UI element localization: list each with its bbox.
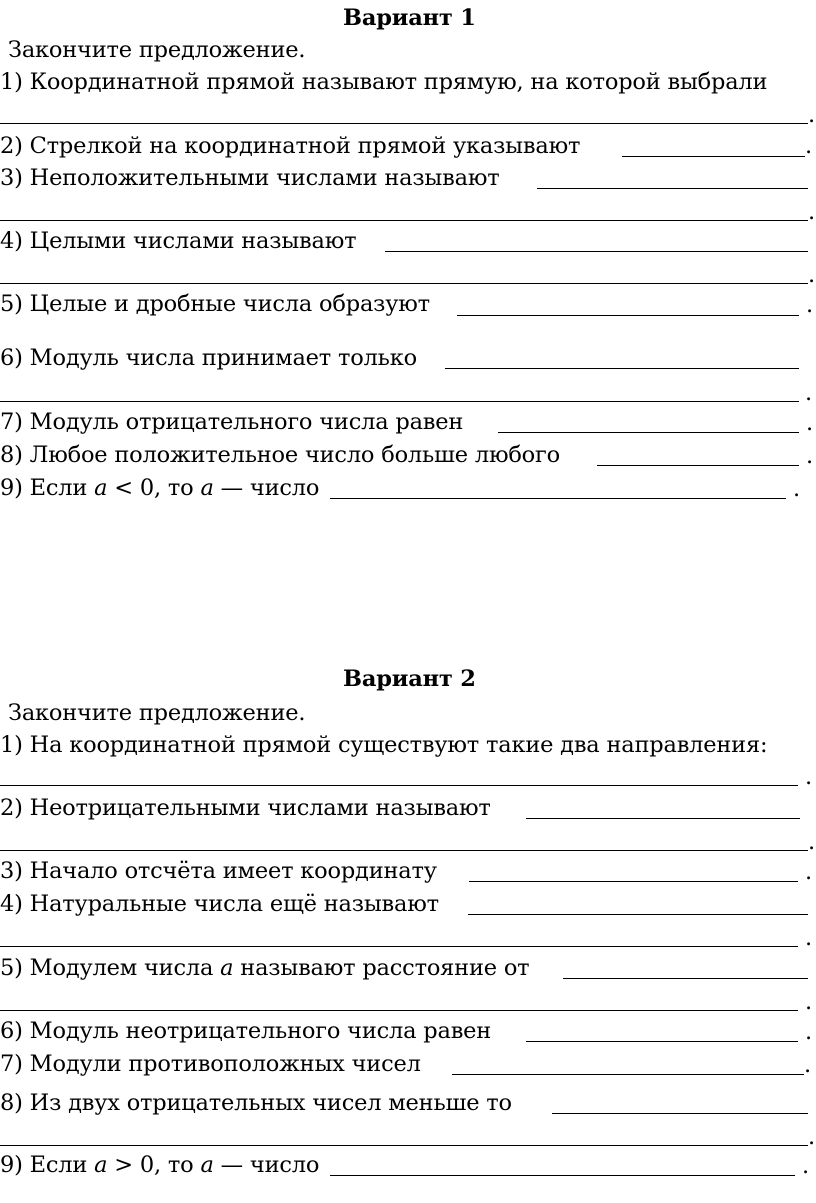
variant1-title: Вариант 1 [343, 5, 476, 31]
v1-period-4: . [808, 262, 816, 288]
v2-item-6: 6) Модуль неотрицательного числа равен [0, 1018, 492, 1044]
v2-period-6: . [805, 1019, 813, 1045]
v2-answer-line-4a[interactable] [468, 914, 808, 915]
v2-answer-line-8a[interactable] [552, 1113, 808, 1114]
v1-period-5: . [806, 292, 814, 318]
v2-item-3: 3) Начало отсчёта имеет координату [0, 858, 437, 884]
v2-answer-line-2a[interactable] [526, 818, 800, 819]
v1-item-7: 7) Модуль отрицательного числа равен [0, 409, 464, 435]
v2-answer-line-6[interactable] [526, 1041, 798, 1042]
v2-item-7: 7) Модули противоположных чисел [0, 1051, 421, 1077]
v2-answer-line-4b[interactable] [0, 946, 798, 947]
v2-item-9: 9) Если a > 0, то a — число [0, 1152, 320, 1178]
v2-answer-line-8b[interactable] [0, 1145, 808, 1146]
v1-period-8: . [806, 443, 814, 469]
variant1-instruction: Закончите предложение. [8, 37, 306, 63]
v1-period-2: . [805, 133, 813, 159]
v1-answer-line-4b[interactable] [0, 283, 808, 284]
v1-answer-line-2[interactable] [622, 156, 805, 157]
v1-answer-line-4a[interactable] [385, 251, 808, 252]
v2-answer-line-7[interactable] [452, 1074, 804, 1075]
v1-answer-line-3a[interactable] [537, 188, 808, 189]
v1-answer-line-7[interactable] [498, 432, 799, 433]
v2-item-8: 8) Из двух отрицательных чисел меньше то [0, 1090, 512, 1116]
v2-answer-line-5b[interactable] [0, 1010, 798, 1011]
v1-answer-line-6b[interactable] [0, 401, 799, 402]
v2-item-5: 5) Модулем числа a называют расстояние от [0, 955, 530, 981]
v1-period-3: . [808, 199, 816, 225]
v1-item-5: 5) Целые и дробные числа образуют [0, 291, 430, 317]
variant2-title: Вариант 2 [343, 666, 476, 692]
v1-answer-line-8[interactable] [597, 465, 799, 466]
v1-item-8: 8) Любое положительное число больше любого [0, 442, 560, 468]
v2-period-9: . [802, 1153, 810, 1179]
v2-period-2: . [808, 829, 816, 855]
v1-item-9: 9) Если a < 0, то a — число [0, 475, 320, 501]
v2-answer-line-1[interactable] [0, 785, 798, 786]
v1-item-6: 6) Модуль числа принимает только [0, 345, 417, 371]
v2-period-3: . [805, 859, 813, 885]
v1-item-4: 4) Целыми числами называют [0, 228, 357, 254]
v2-item-1: 1) На координатной прямой существуют такие два направления: [0, 732, 768, 758]
variant2-instruction: Закончите предложение. [8, 700, 306, 726]
v1-answer-line-9[interactable] [330, 498, 786, 499]
v2-period-4: . [805, 925, 813, 951]
v1-period-9: . [793, 476, 801, 502]
v2-period-5: . [805, 989, 813, 1015]
v2-period-8: . [808, 1124, 816, 1150]
v2-item-2: 2) Неотрицательными числами называют [0, 795, 491, 821]
v1-item-2: 2) Стрелкой на координатной прямой указывают [0, 133, 581, 159]
v2-period-1: . [805, 764, 813, 790]
v1-answer-line-3b[interactable] [0, 220, 808, 221]
v1-answer-line-1[interactable] [0, 123, 808, 124]
v1-answer-line-6a[interactable] [445, 368, 799, 369]
v1-period-7: . [806, 410, 814, 436]
v2-period-7: . [804, 1052, 812, 1078]
v2-answer-line-5a[interactable] [563, 978, 808, 979]
v2-answer-line-3[interactable] [469, 881, 798, 882]
v1-answer-line-5[interactable] [457, 315, 799, 316]
v1-period-1: . [808, 102, 816, 128]
v2-answer-line-9[interactable] [330, 1175, 795, 1176]
v2-answer-line-2b[interactable] [0, 850, 808, 851]
v2-item-4: 4) Натуральные числа ещё называют [0, 891, 439, 917]
v1-item-1: 1) Координатной прямой называют прямую, на которой выбрали [0, 69, 768, 95]
v1-item-3: 3) Неположительными числами называют [0, 165, 500, 191]
v1-period-6: . [805, 380, 813, 406]
